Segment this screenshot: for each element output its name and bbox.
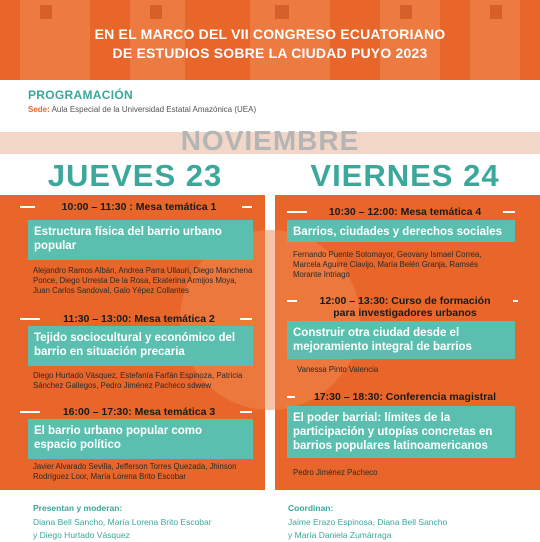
- session-title: El poder barrial: límites de la participación y utopías concretas en barrios populares latinoamericanos: [287, 406, 515, 458]
- time-bar-left: [287, 300, 297, 302]
- footer-left-line2: y Diego Hurtado Vásquez: [33, 530, 130, 540]
- time-bar-left: [20, 206, 35, 208]
- footer-right-title: Coordinan:: [288, 503, 334, 513]
- time-bar-left: [20, 411, 40, 413]
- header-banner: [0, 0, 540, 80]
- session-time-line2: para investigadores urbanos: [333, 307, 477, 319]
- window-decoration: [400, 5, 412, 19]
- time-bar-left: [287, 211, 307, 213]
- session-participants: Fernando Puente Sotomayor, Geovany Ismael Correa, Marcela Aguirre Clavijo, María Belén Granja, Ramsés Morante Intriago: [293, 250, 482, 279]
- window-decoration: [150, 5, 162, 19]
- day-heading-left: JUEVES 23: [47, 158, 223, 193]
- window-decoration: [40, 5, 52, 19]
- window-decoration: [490, 5, 502, 19]
- footer-left-line1: Diana Bell Sancho, María Lorena Brito Escobar: [33, 517, 212, 527]
- footer-left-names: [33, 516, 212, 542]
- session-time: 10:30 – 12:00: Mesa temática 4: [328, 206, 482, 218]
- session-title: El barrio urbano popular como espacio político: [28, 419, 253, 459]
- time-bar-right: [513, 300, 518, 302]
- session-participants: Javier Alvarado Sevilla, Jefferson Torres Quezada, Jhinson Rodríguez Loor, María Lorena Brito Escobar: [33, 462, 237, 481]
- programacion-title: PROGRAMACIÓN: [28, 88, 133, 102]
- day-heading-right: VIERNES 24: [310, 158, 500, 193]
- window-decoration: [275, 5, 289, 19]
- session-title: Construir otra ciudad desde el mejoramiento integral de barrios: [287, 321, 515, 359]
- event-heading-line2: DE ESTUDIOS SOBRE LA CIUDAD PUYO 2023: [112, 45, 428, 61]
- month-title: NOVIEMBRE: [180, 125, 360, 156]
- event-heading-line1: EN EL MARCO DEL VII CONGRESO ECUATORIANO: [94, 26, 446, 42]
- session-time: 10:00 – 11:30 : Mesa temática 1: [61, 201, 217, 213]
- footer-left-title: Presentan y moderan:: [33, 503, 123, 513]
- session-time: 11:30 – 13:00: Mesa temática 2: [63, 313, 215, 325]
- session-title: Estructura física del barrio urbano popular: [28, 220, 253, 260]
- session-participants: Diego Hurtado Vásquez, Estefanía Farfán Espinoza, Patricia Sánchez Gallegos, Pedro Jiménez Pacheco sdwew: [33, 371, 243, 390]
- footer-right-names: [288, 516, 447, 542]
- session-participants: Alejandro Ramos Albán, Andrea Parra Ullauri, Diego Manchena Ponce, Diego Urresta De la Rosa, Ekaterina Armijos Moya, Juan Carlos Sandoval, Galo Yépez Collantes: [33, 266, 253, 295]
- session-participants: Pedro Jiménez Pacheco: [293, 468, 378, 477]
- time-bar-right: [242, 206, 252, 208]
- time-bar-right: [503, 211, 515, 213]
- session-title: Tejido sociocultural y económico del barrio en situación precaria: [28, 326, 253, 366]
- venue-label: Sede:: [28, 105, 50, 114]
- session-title: Barrios, ciudades y derechos sociales: [287, 220, 515, 242]
- time-bar-right: [240, 411, 252, 413]
- session-time: 17:30 – 18:30: Conferencia magistral: [313, 391, 497, 403]
- session-time: 16:00 – 17:30: Mesa temática 3: [62, 406, 216, 418]
- time-bar-left: [20, 318, 40, 320]
- time-bar-left: [287, 396, 295, 398]
- time-bar-right: [240, 318, 252, 320]
- venue-value: Aula Especial de la Universidad Estatal Amazónica (UEA): [51, 105, 257, 114]
- footer-right-line2: y María Daniela Zumárraga: [288, 530, 392, 540]
- session-participants: Vanessa Pinto Valencia: [297, 365, 379, 374]
- event-heading: [0, 25, 540, 63]
- session-time-line1: 12:00 – 13:30: Curso de formación: [319, 295, 491, 307]
- footer-right-line1: Jaime Erazo Espinosa, Diana Bell Sancho: [288, 517, 448, 527]
- venue-line: [28, 105, 256, 114]
